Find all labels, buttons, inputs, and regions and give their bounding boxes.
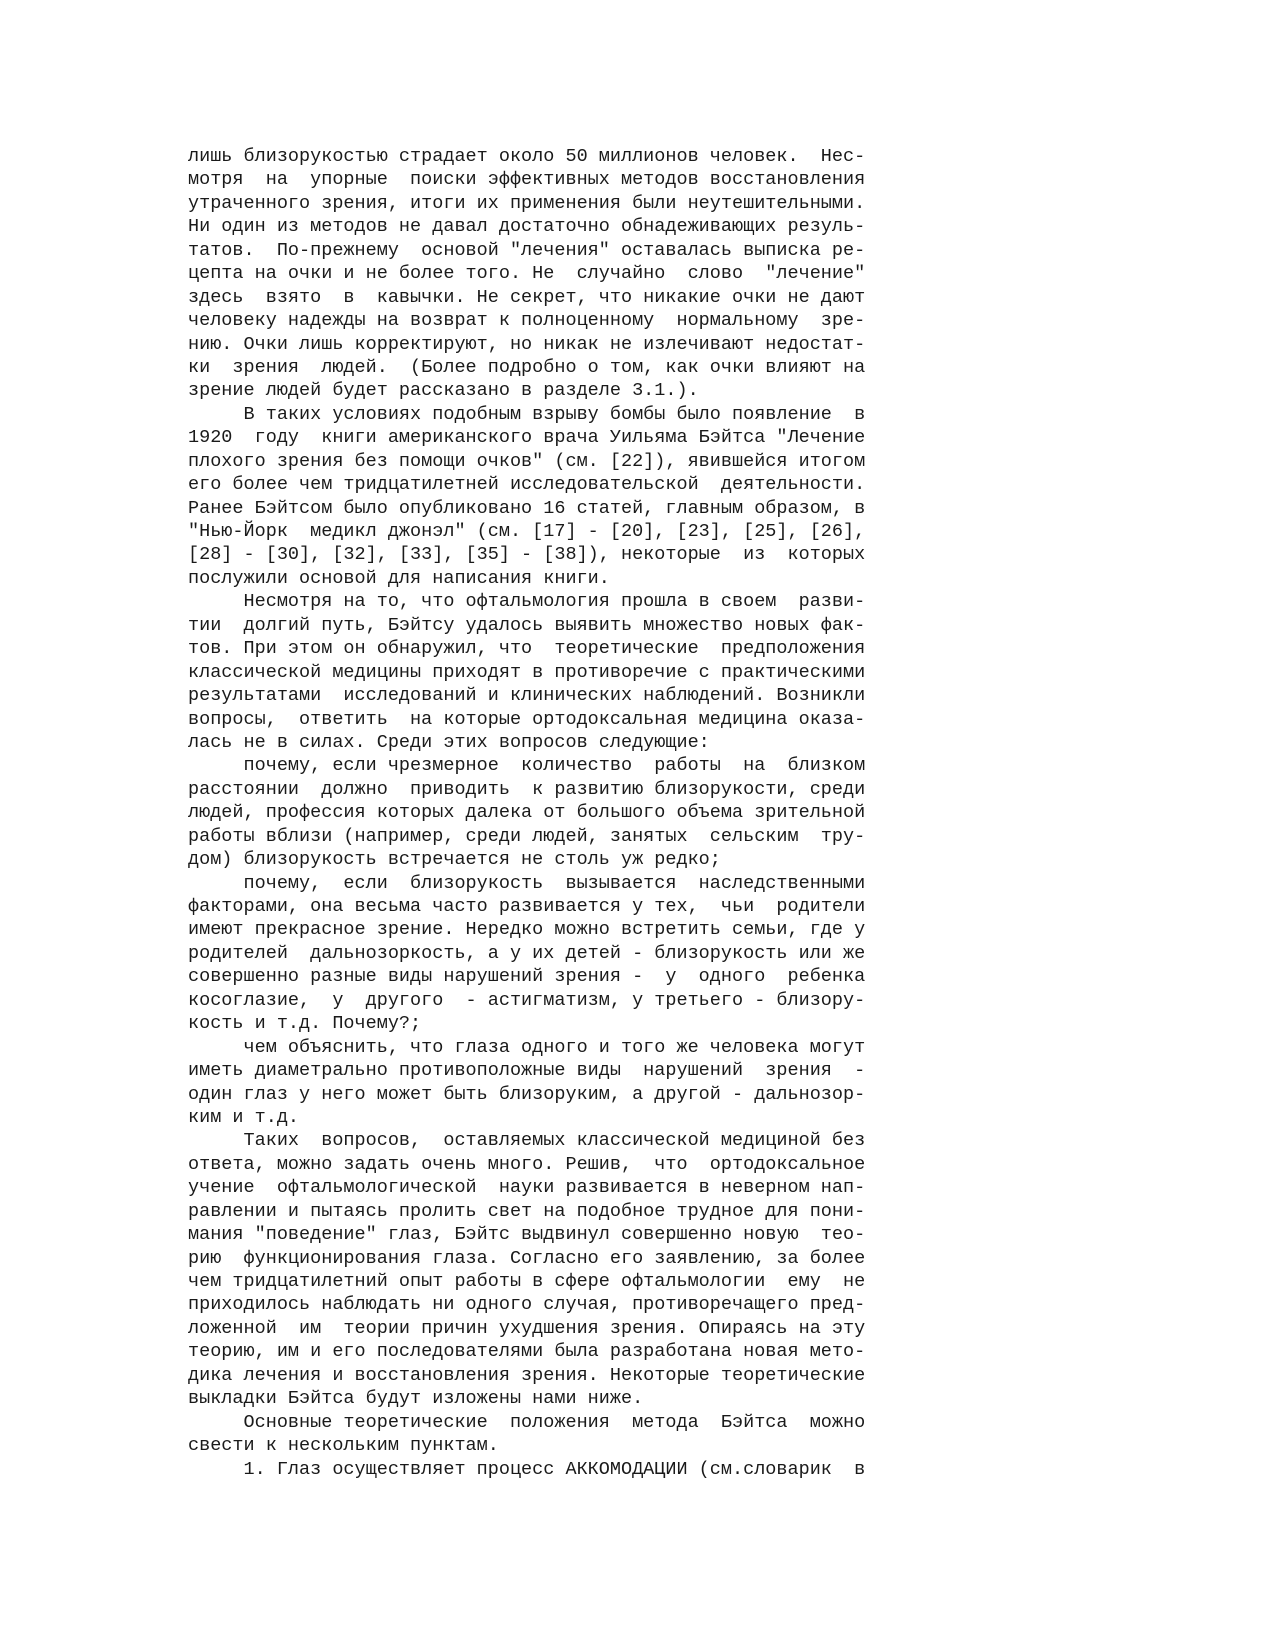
text-line: [28] - [30], [32], [33], [35] - [38]), некоторые из которых xyxy=(188,544,866,566)
text-line: результатами исследований и клинических наблюдений. Возникли xyxy=(188,685,866,707)
text-line: плохого зрения без помощи очков" (см. [22]), явившейся итогом xyxy=(188,450,866,472)
text-line: тии долгий путь, Бэйтсу удалось выявить множество новых фак- xyxy=(188,614,866,636)
text-line: ложенной им теории причин ухудшения зрения. Опираясь на эту xyxy=(188,1317,866,1339)
text-line: его более чем тридцатилетней исследовательской деятельности. xyxy=(188,474,866,496)
text-line: свести к нескольким пунктам. xyxy=(188,1435,499,1457)
text-line: факторами, она весьма часто развивается у тех, чьи родители xyxy=(188,896,866,917)
text-line: совершенно разные виды нарушений зрения - у одного ребенка xyxy=(188,966,866,988)
text-line: родителей дальнозоркость, а у их детей - близорукость или же xyxy=(188,942,866,964)
text-line: учение офтальмологической науки развивается в неверном нап- xyxy=(188,1177,866,1199)
text-line: классической медицины приходят в противоречие с практическими xyxy=(188,661,866,683)
text-line: 1920 году книги американского врача Уильяма Бэйтса "Лечение xyxy=(188,427,866,449)
text-line: дика лечения и восстановления зрения. Некоторые теоретические xyxy=(188,1364,866,1386)
text-line: приходилось наблюдать ни одного случая, противоречащего пред- xyxy=(188,1294,866,1316)
text-line: ким и т.д. xyxy=(188,1106,300,1128)
text-line: теорию, им и его последователями была разработана новая мето- xyxy=(188,1341,866,1363)
text-line: мания "поведение" глаз, Бэйтс выдвинул совершенно новую тео- xyxy=(188,1224,866,1246)
text-line: рию функционирования глаза. Согласно его заявлению, за более xyxy=(188,1247,866,1269)
text-line: цепта на очки и не более того. Не случайно слово "лечение" xyxy=(188,263,866,285)
text-line: Таких вопросов, оставляемых классической медициной без xyxy=(188,1130,866,1152)
text-line: ответа, можно задать очень много. Решив, что ортодоксальное xyxy=(188,1153,866,1175)
text-line: утраченного зрения, итоги их применения были неутешительными. xyxy=(188,192,866,214)
text-line: 1. Глаз осуществляет процесс АККОМОДАЦИИ (см.словарик в xyxy=(188,1458,866,1480)
text-line: ки зрения людей. (Более подробно о том, как очки влияют на xyxy=(188,356,866,378)
document-body xyxy=(188,145,948,1481)
text-line: Ранее Бэйтсом было опубликовано 16 статей, главным образом, в xyxy=(188,497,866,519)
text-line: расстоянии должно приводить к развитию близорукости, среди xyxy=(188,778,866,800)
text-line: людей, профессия которых далека от большого объема зрительной xyxy=(188,802,866,824)
text-line: вопросы, ответить на которые ортодоксальная медицина оказа- xyxy=(188,708,866,730)
text-line: чем объяснить, что глаза одного и того же человека могут xyxy=(188,1036,866,1058)
text-line: имеют прекрасное зрение. Нередко можно встретить семьи, где у xyxy=(188,919,866,941)
text-line: зрение людей будет рассказано в разделе 3.1.). xyxy=(188,380,699,402)
text-line: тов. При этом он обнаружил, что теоретические предположения xyxy=(188,638,866,660)
text-line: один глаз у него может быть близоруким, а другой - дальнозор- xyxy=(188,1083,866,1105)
text-line: Основные теоретические положения метода Бэйтса можно xyxy=(188,1411,866,1433)
text-line: здесь взято в кавычки. Не секрет, что никакие очки не дают xyxy=(188,286,866,308)
text-line: человеку надежды на возврат к полноценному нормальному зре- xyxy=(188,310,866,332)
text-line: В таких условиях подобным взрыву бомбы было появление в xyxy=(188,403,866,425)
text-line: косоглазие, у другого - астигматизм, у третьего - близору- xyxy=(188,989,866,1011)
text-line: равлении и пытаясь пролить свет на подобное трудное для пони- xyxy=(188,1200,866,1222)
text-line: почему, если чрезмерное количество работы на близком xyxy=(188,755,866,777)
text-line: выкладки Бэйтса будут изложены нами ниже. xyxy=(188,1388,644,1410)
text-line: нию. Очки лишь корректируют, но никак не излечивают недостат- xyxy=(188,333,866,355)
text-line: почему, если близорукость вызывается наследственными xyxy=(188,872,866,894)
text-line: лась не в силах. Среди этих вопросов следующие: xyxy=(188,731,710,753)
text-line: чем тридцатилетний опыт работы в сфере офтальмологии ему не xyxy=(188,1271,866,1292)
text-line: мотря на упорные поиски эффективных методов восстановления xyxy=(188,169,866,191)
text-line: Ни один из методов не давал достаточно обнадеживающих резуль- xyxy=(188,216,866,238)
text-line: кость и т.д. Почему?; xyxy=(188,1013,422,1035)
text-line: работы вблизи (например, среди людей, занятых сельским тру- xyxy=(188,825,866,847)
text-line: дом) близорукость встречается не столь уж редко; xyxy=(188,849,721,871)
text-line: лишь близорукостью страдает около 50 миллионов человек. Нес- xyxy=(188,146,866,167)
text-line: послужили основой для написания книги. xyxy=(188,567,610,589)
text-line: татов. По-прежнему основой "лечения" оставалась выписка ре- xyxy=(188,239,866,261)
text-line: иметь диаметрально противоположные виды нарушений зрения - xyxy=(188,1060,866,1082)
text-line: "Нью-Йорк медикл джонэл" (см. [17] - [20], [23], [25], [26], xyxy=(188,521,866,542)
text-line: Несмотря на то, что офтальмология прошла в своем разви- xyxy=(188,591,866,613)
